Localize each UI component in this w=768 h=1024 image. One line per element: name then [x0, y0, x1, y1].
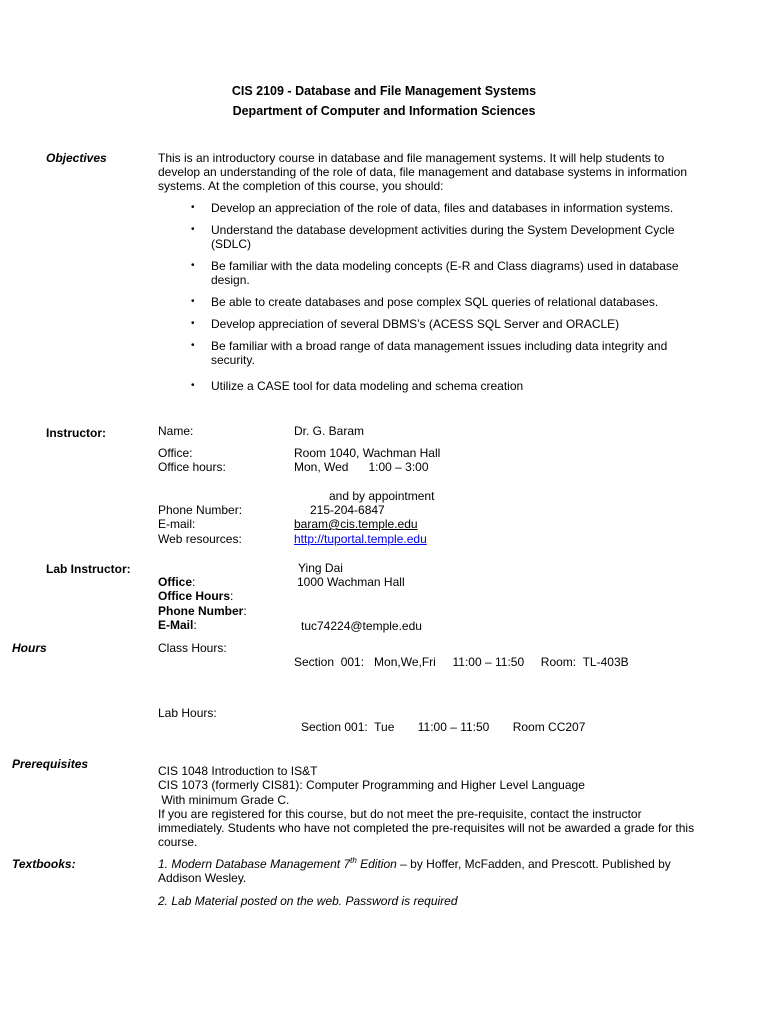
hours-label: Hours	[12, 641, 47, 655]
list-item: • Be able to create databases and pose complex SQL queries of relational databases.	[191, 295, 711, 309]
prereq-line-2: CIS 1073 (formerly CIS81): Computer Programming and Higher Level Language	[158, 778, 585, 792]
instructor-office-label: Office:	[158, 446, 193, 460]
instructor-hours-extra: and by appointment	[329, 489, 435, 503]
instructor-email-link[interactable]: baram@cis.temple.edu	[294, 517, 418, 531]
instructor-phone-value: 215-204-6847	[310, 503, 385, 517]
list-item: • Utilize a CASE tool for data modeling and schema creation	[191, 379, 711, 393]
textbook-2: 2. Lab Material posted on the web. Password is required	[158, 894, 458, 908]
lab-hours-value: Section 001: Tue 11:00 – 11:50 Room CC207	[301, 720, 586, 734]
instructor-office-value: Room 1040, Wachman Hall	[294, 446, 441, 460]
lab-hours-section-label: Lab Hours:	[158, 706, 217, 720]
lab-instructor-name: Ying Dai	[298, 561, 343, 575]
lab-hours-label: Office Hours	[158, 589, 231, 603]
textbook-1-rest: – by Hoffer, McFadden, and Prescott. Published by Addison Wesley.	[158, 857, 671, 885]
instructor-email-label: E-mail:	[158, 517, 196, 531]
list-item: • Develop an appreciation of the role of data, files and databases in information systems.	[191, 201, 711, 215]
class-hours-label: Class Hours:	[158, 641, 227, 655]
textbook-1-edition: Edition	[356, 857, 397, 871]
lab-email-value: tuc74224@temple.edu	[301, 619, 422, 633]
prerequisites-label: Prerequisites	[12, 757, 89, 771]
class-hours-value: Section 001: Mon,We,Fri 11:00 – 11:50 Room: TL-403B	[294, 655, 629, 669]
instructor-hours-label: Office hours:	[158, 460, 226, 474]
prereq-line-3: With minimum Grade C.	[158, 793, 290, 807]
objectives-list	[191, 201, 711, 393]
textbook-1	[158, 857, 708, 885]
lab-phone-row	[158, 604, 247, 618]
lab-phone-label: Phone Number	[158, 604, 244, 618]
instructor-name-label: Name:	[158, 424, 194, 438]
list-item: • Understand the database development activities during the System Development Cycle (SDLC)	[191, 223, 691, 251]
lab-office-colon: :	[192, 575, 196, 589]
instructor-label: Instructor:	[46, 426, 106, 440]
list-item: • Be familiar with the data modeling concepts (E-R and Class diagrams) used in database design.	[191, 259, 711, 287]
instructor-phone-label: Phone Number:	[158, 503, 243, 517]
instructor-web-label: Web resources:	[158, 532, 242, 546]
prereq-line-1: CIS 1048 Introduction to IS&T	[158, 764, 318, 778]
prereq-note: If you are registered for this course, but do not meet the pre-requisite, contact the instructor immediately. Students who have not completed the pre-requisites will not be awarded a grade for this course.	[158, 807, 695, 849]
objectives-intro: This is an introductory course in database and file management systems. It will help students to develop an understanding of the role of data, file management and database systems in information systems. At the completion of this course, you should:	[158, 151, 688, 193]
lab-hours-row	[158, 589, 233, 603]
instructor-web-link[interactable]: http://tuportal.temple.edu	[294, 532, 427, 546]
lab-email-row	[158, 618, 197, 632]
course-title: CIS 2109 - Database and File Management Systems	[231, 84, 537, 98]
lab-phone-colon: :	[243, 604, 247, 618]
instructor-hours-value: Mon, Wed 1:00 – 3:00	[294, 460, 429, 474]
lab-office-value: 1000 Wachman Hall	[297, 575, 405, 589]
lab-hours-colon: :	[230, 589, 234, 603]
lab-instructor-label: Lab Instructor:	[46, 562, 131, 576]
textbook-1-title: 1. Modern Database Management 7	[158, 857, 351, 871]
instructor-name-value: Dr. G. Baram	[294, 424, 365, 438]
lab-email-label: E-Mail	[158, 618, 194, 632]
textbooks-label: Textbooks:	[12, 857, 76, 871]
lab-office-label: Office	[158, 575, 193, 589]
lab-office-row	[158, 575, 195, 589]
objectives-label: Objectives	[46, 151, 107, 165]
list-item: • Be familiar with a broad range of data management issues including data integrity and security.	[191, 339, 691, 367]
lab-email-colon: :	[193, 618, 197, 632]
list-item: • Develop appreciation of several DBMS’s (ACESS SQL Server and ORACLE)	[191, 317, 711, 331]
department-title: Department of Computer and Information Sciences	[232, 104, 536, 118]
textbook-1-sup: th	[350, 856, 357, 865]
